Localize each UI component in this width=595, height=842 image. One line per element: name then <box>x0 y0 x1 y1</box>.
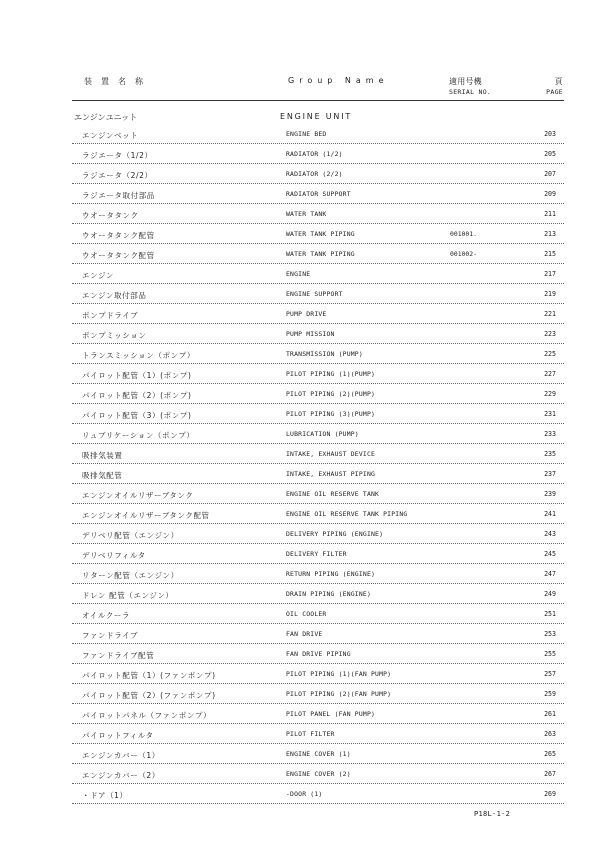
item-group-name: FAN DRIVE PIPING <box>286 650 351 658</box>
item-group-name: PILOT PANEL (FAN PUMP) <box>286 710 376 718</box>
item-group-name: FAN DRIVE <box>286 630 323 638</box>
item-name-jp: エンジン <box>82 271 115 280</box>
item-group-name: ENGINE COVER (2) <box>286 770 351 778</box>
item-page: 269 <box>544 790 556 798</box>
index-row <box>72 744 564 764</box>
item-name-jp: リターン配管（エンジン） <box>82 571 179 580</box>
item-group-name: PILOT PIPING (3)(PUMP) <box>286 410 376 418</box>
index-row <box>72 484 564 504</box>
item-page: 219 <box>544 290 556 298</box>
item-name-jp: ポンプミッション <box>82 331 147 340</box>
column-header-name: 装置名称 <box>84 77 152 86</box>
index-row <box>72 184 564 204</box>
item-group-name: PUMP MISSION <box>286 330 335 338</box>
item-page: 229 <box>544 390 556 398</box>
item-group-name: TRANSMISSION (PUMP) <box>286 350 363 358</box>
index-row <box>72 544 564 564</box>
column-header-serial <box>449 76 491 98</box>
item-page: 245 <box>544 550 556 558</box>
item-name-jp: ファンドライブ配管 <box>82 651 155 660</box>
item-page: 227 <box>544 370 556 378</box>
item-page: 261 <box>544 710 556 718</box>
item-name-jp: パイロット配管（2）(ファンポンプ) <box>82 691 216 700</box>
item-name-jp: エンジンベット <box>82 131 139 140</box>
item-name-jp: エンジンオイルリザーブタンク <box>82 491 194 500</box>
item-group-name: LUBRICATION (PUMP) <box>286 430 359 438</box>
item-name-jp: パイロットパネル（ファンポンプ） <box>82 711 212 720</box>
item-group-name: RADIATOR (1/2) <box>286 150 343 158</box>
index-row <box>72 324 564 344</box>
index-row <box>72 224 564 244</box>
column-header-page <box>543 76 563 98</box>
item-name-jp: ウオータタンク <box>82 211 139 220</box>
item-name-jp: ラジエータ（2/2） <box>82 171 153 180</box>
item-page: 241 <box>544 510 556 518</box>
item-page: 235 <box>544 450 556 458</box>
item-serial: 001001. <box>450 230 477 238</box>
item-page: 251 <box>544 610 556 618</box>
item-name-jp: パイロット配管（2）(ポンプ) <box>82 391 192 400</box>
index-row <box>72 624 564 644</box>
item-group-name: ENGINE SUPPORT <box>286 290 343 298</box>
item-group-name: INTAKE, EXHAUST PIPING <box>286 470 376 478</box>
item-group-name: PILOT PIPING (1)(PUMP) <box>286 370 376 378</box>
item-name-jp: ウオータタンク配管 <box>82 251 155 260</box>
item-name-jp: エンジン取付部品 <box>82 291 147 300</box>
item-page: 259 <box>544 690 556 698</box>
item-name-jp: ファンドライブ <box>82 631 139 640</box>
item-group-name: PILOT PIPING (2)(PUMP) <box>286 390 376 398</box>
item-page: 211 <box>544 210 556 218</box>
section-title-jp: エンジンユニット <box>74 113 138 122</box>
item-name-jp: ポンプドライブ <box>82 311 139 320</box>
item-page: 237 <box>544 470 556 478</box>
index-row <box>72 404 564 424</box>
section-title-en: ENGINE UNIT <box>280 112 353 121</box>
item-page: 203 <box>544 130 556 138</box>
item-name-jp: リュブリケーション（ポンプ） <box>82 431 195 440</box>
item-name-jp: パイロット配管（1）(ファンポンプ) <box>82 671 216 680</box>
footer-page-code: P18L-1-2 <box>474 810 511 818</box>
item-name-jp: パイロットフィルタ <box>82 731 154 740</box>
index-row <box>72 144 564 164</box>
index-row <box>72 584 564 604</box>
parts-index-list <box>72 124 564 804</box>
item-name-jp: ラジエータ（1/2） <box>82 151 153 160</box>
item-group-name: WATER TANK <box>286 210 327 218</box>
item-group-name: PILOT PIPING (1)(FAN PUMP) <box>286 670 392 678</box>
item-group-name: PUMP DRIVE <box>286 310 327 318</box>
item-page: 247 <box>544 570 556 578</box>
index-row <box>72 284 564 304</box>
index-row <box>72 124 564 144</box>
index-row <box>72 444 564 464</box>
item-group-name: WATER TANK PIPING <box>286 250 355 258</box>
item-page: 225 <box>544 350 556 358</box>
index-row <box>72 384 564 404</box>
item-name-jp: ラジエータ取付部品 <box>82 191 155 200</box>
index-row <box>72 564 564 584</box>
item-name-jp: トランスミッション（ポンプ） <box>82 351 195 360</box>
item-page: 209 <box>544 190 556 198</box>
item-group-name: DELIVERY PIPING (ENGINE) <box>286 530 384 538</box>
item-name-jp: デリベリフィルタ <box>82 551 146 560</box>
item-page: 257 <box>544 670 556 678</box>
index-row <box>72 664 564 684</box>
index-row <box>72 604 564 624</box>
index-row <box>72 424 564 444</box>
item-group-name: ENGINE OIL RESERVE TANK <box>286 490 380 498</box>
column-header-group-name: Group Name <box>288 76 389 85</box>
item-page: 243 <box>544 530 556 538</box>
item-page: 207 <box>544 170 556 178</box>
item-group-name: RADIATOR SUPPORT <box>286 190 351 198</box>
item-group-name: OIL COOLER <box>286 610 327 618</box>
index-row <box>72 784 564 804</box>
index-row <box>72 524 564 544</box>
index-row <box>72 704 564 724</box>
item-group-name: DELIVERY FILTER <box>286 550 347 558</box>
item-group-name: DRAIN PIPING (ENGINE) <box>286 590 371 598</box>
item-page: 263 <box>544 730 556 738</box>
header-rule <box>72 100 564 101</box>
item-group-name: PILOT FILTER <box>286 730 335 738</box>
item-name-jp: オイルクーラ <box>82 611 131 620</box>
item-name-jp: ドレン 配管（エンジン） <box>82 591 174 600</box>
index-row <box>72 204 564 224</box>
item-page: 223 <box>544 330 556 338</box>
index-row <box>72 264 564 284</box>
index-row <box>72 644 564 664</box>
item-name-jp: エンジンオイルリザーブタンク配管 <box>82 511 210 520</box>
item-page: 265 <box>544 750 556 758</box>
index-row <box>72 344 564 364</box>
index-row <box>72 684 564 704</box>
item-page: 231 <box>544 410 556 418</box>
item-group-name: -DOOR (1) <box>286 790 323 798</box>
index-row <box>72 364 564 384</box>
serial-header-jp: 適用号機 <box>449 77 482 86</box>
item-group-name: PILOT PIPING (2)(FAN PUMP) <box>286 690 392 698</box>
serial-header-en: SERIAL NO. <box>449 88 492 96</box>
item-group-name: WATER TANK PIPING <box>286 230 355 238</box>
item-name-jp: 吸排気装置 <box>82 451 123 460</box>
page-header-jp: 頁 <box>554 77 563 86</box>
item-name-jp: ウオータタンク配管 <box>82 231 155 240</box>
item-page: 221 <box>544 310 556 318</box>
item-name-jp: パイロット配管（3）(ポンプ) <box>82 411 192 420</box>
index-row <box>72 504 564 524</box>
item-group-name: ENGINE COVER (1) <box>286 750 351 758</box>
item-group-name: RETURN PIPING (ENGINE) <box>286 570 376 578</box>
page-header-en: PAGE <box>546 88 563 96</box>
item-page: 215 <box>544 250 556 258</box>
item-group-name: ENGINE BED <box>286 130 327 138</box>
item-page: 249 <box>544 590 556 598</box>
item-page: 267 <box>544 770 556 778</box>
index-row <box>72 244 564 264</box>
item-group-name: ENGINE <box>286 270 311 278</box>
item-group-name: INTAKE, EXHAUST DEVICE <box>286 450 376 458</box>
item-page: 205 <box>544 150 556 158</box>
item-name-jp: デリベリ配管（エンジン） <box>82 531 179 540</box>
index-row <box>72 724 564 744</box>
index-row <box>72 464 564 484</box>
item-page: 239 <box>544 490 556 498</box>
item-page: 233 <box>544 430 556 438</box>
item-page: 253 <box>544 630 556 638</box>
item-group-name: RADIATOR (2/2) <box>286 170 343 178</box>
item-name-jp: エンジンカバー（1） <box>82 751 160 760</box>
item-name-jp: ・ドア（1） <box>82 791 128 800</box>
item-name-jp: エンジンカバー（2） <box>82 771 160 780</box>
index-row <box>72 164 564 184</box>
index-row <box>72 764 564 784</box>
index-row <box>72 304 564 324</box>
item-page: 217 <box>544 270 556 278</box>
item-page: 255 <box>544 650 556 658</box>
item-group-name: ENGINE OIL RESERVE TANK PIPING <box>286 510 408 518</box>
item-serial: 001002- <box>450 250 477 258</box>
item-page: 213 <box>544 230 556 238</box>
item-name-jp: 吸排気配管 <box>82 471 123 480</box>
item-name-jp: パイロット配管（1）(ポンプ) <box>82 371 192 380</box>
